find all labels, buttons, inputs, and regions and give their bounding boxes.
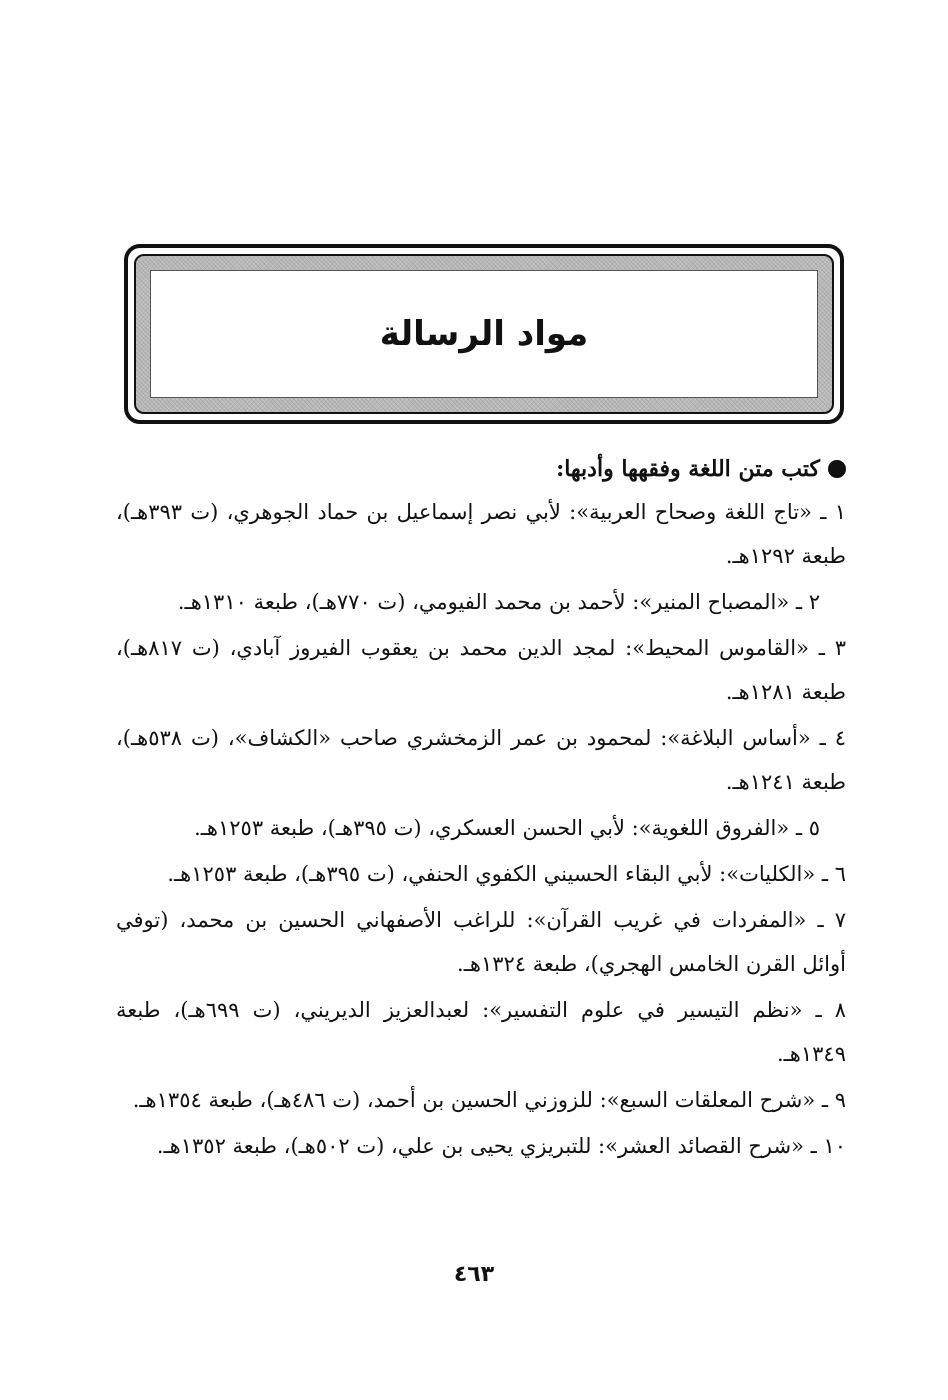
- section-heading-text: كتب متن اللغة وفقهها وأدبها:: [556, 456, 820, 482]
- bibliography-section: [116, 456, 846, 1170]
- page-number: ٤٦٣: [453, 1262, 495, 1287]
- title-frame-border: [134, 254, 834, 414]
- section-heading: [116, 456, 846, 482]
- bibliography-entry: ٨ ـ «نظم التيسير في علوم التفسير»: لعبدالعزيز الديريني، (ت ٦٩٩هـ)، طبعة ١٣٤٩هـ.: [116, 998, 846, 1066]
- bibliography-entry: ٣ ـ «القاموس المحيط»: لمجد الدين محمد بن يعقوب الفيروز آبادي، (ت ٨١٧هـ)، طبعة ١٢٨١هـ.: [116, 636, 846, 704]
- title-panel: [150, 270, 818, 398]
- bibliography-entry: ٧ ـ «المفردات في غريب القرآن»: للراغب الأصفهاني الحسين بن محمد، (توفي أوائل القرن الخامس الهجري)، طبعة ١٣٢٤هـ.: [116, 908, 846, 976]
- bibliography-entry: ٦ ـ «الكليات»: لأبي البقاء الحسيني الكفوي الحنفي، (ت ٣٩٥هـ)، طبعة ١٢٥٣هـ.: [167, 862, 846, 886]
- bibliography-entry: ٥ ـ «الفروق اللغوية»: لأبي الحسن العسكري، (ت ٣٩٥هـ)، طبعة ١٢٥٣هـ.: [194, 816, 820, 840]
- bullet-icon: [828, 460, 846, 478]
- bibliography-entry: ٤ ـ «أساس البلاغة»: لمحمود بن عمر الزمخشري صاحب «الكشاف»، (ت ٥٣٨هـ)، طبعة ١٢٤١هـ.: [116, 726, 846, 794]
- bibliography-entry: ٢ ـ «المصباح المنير»: لأحمد بن محمد الفيومي، (ت ٧٧٠هـ)، طبعة ١٣١٠هـ.: [177, 590, 820, 614]
- page-title: مواد الرسالة: [379, 314, 589, 354]
- bibliography-entry: ١٠ ـ «شرح القصائد العشر»: للتبريزي يحيى بن علي، (ت ٥٠٢هـ)، طبعة ١٣٥٢هـ.: [156, 1134, 846, 1158]
- bibliography-entry: ١ ـ «تاج اللغة وصحاح العربية»: لأبي نصر إسماعيل بن حماد الجوهري، (ت ٣٩٣هـ)، طبعة ١٢٩٢هـ.: [116, 500, 846, 568]
- bibliography-entry: ٩ ـ «شرح المعلقات السبع»: للزوزني الحسين بن أحمد، (ت ٤٨٦هـ)، طبعة ١٣٥٤هـ.: [132, 1088, 846, 1112]
- title-frame: [124, 244, 844, 424]
